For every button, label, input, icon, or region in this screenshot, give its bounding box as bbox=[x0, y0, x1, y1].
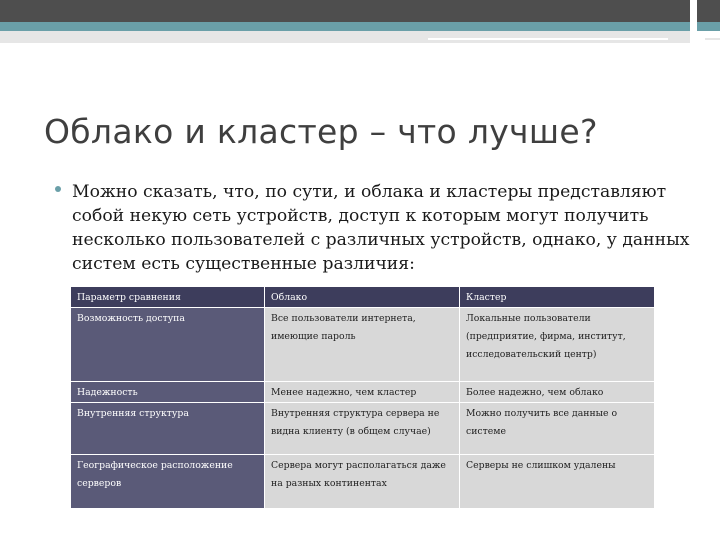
row-header-cell: Возможность доступа bbox=[71, 308, 265, 382]
top-bar-gap bbox=[690, 0, 697, 50]
table-cell: Внутренняя структура сервера не видна клиенту (в общем случае) bbox=[265, 403, 460, 455]
table-row bbox=[71, 308, 655, 382]
table-cell: Все пользователи интернета, имеющие пароль bbox=[265, 308, 460, 382]
bullet-icon bbox=[55, 186, 61, 192]
row-header-cell: Надежность bbox=[71, 382, 265, 403]
top-bar-teal bbox=[0, 22, 690, 31]
top-bar-teal-right bbox=[697, 22, 720, 31]
table-cell: Более надежно, чем облако bbox=[460, 382, 655, 403]
top-bar-light bbox=[0, 31, 690, 43]
decor-line-1 bbox=[428, 38, 668, 40]
row-header-cell: Внутренняя структура bbox=[71, 403, 265, 455]
row-header-cell: Географическое расположение серверов bbox=[71, 455, 265, 509]
table-cell: Менее надежно, чем кластер bbox=[265, 382, 460, 403]
decor-line-2 bbox=[428, 44, 578, 46]
bullet-text: Можно сказать, что, по сути, и облака и кластеры представляют собой некую сеть устройств, доступ к которым могут получить несколько пользователей с различных устройств, однако, у данных систем есть существенные различия: bbox=[72, 182, 690, 274]
table-header-cell: Параметр сравнения bbox=[71, 287, 265, 308]
comparison-table bbox=[70, 286, 655, 509]
slide-title: Облако и кластер – что лучше? bbox=[44, 112, 598, 151]
table-row bbox=[71, 403, 655, 455]
table-header-cell: Кластер bbox=[460, 287, 655, 308]
table-cell: Сервера могут располагаться даже на разных континентах bbox=[265, 455, 460, 509]
top-bar-dark-right bbox=[697, 0, 720, 22]
table-row bbox=[71, 382, 655, 403]
table-cell: Можно получить все данные о системе bbox=[460, 403, 655, 455]
table-row bbox=[71, 455, 655, 509]
decor-line-3 bbox=[705, 38, 720, 40]
table-header-cell: Облако bbox=[265, 287, 460, 308]
top-bar-dark bbox=[0, 0, 690, 22]
table-cell: Серверы не слишком удалены bbox=[460, 455, 655, 509]
table-header-row bbox=[71, 287, 655, 308]
table-cell: Локальные пользователи (предприятие, фирма, институт, исследовательский центр) bbox=[460, 308, 655, 382]
